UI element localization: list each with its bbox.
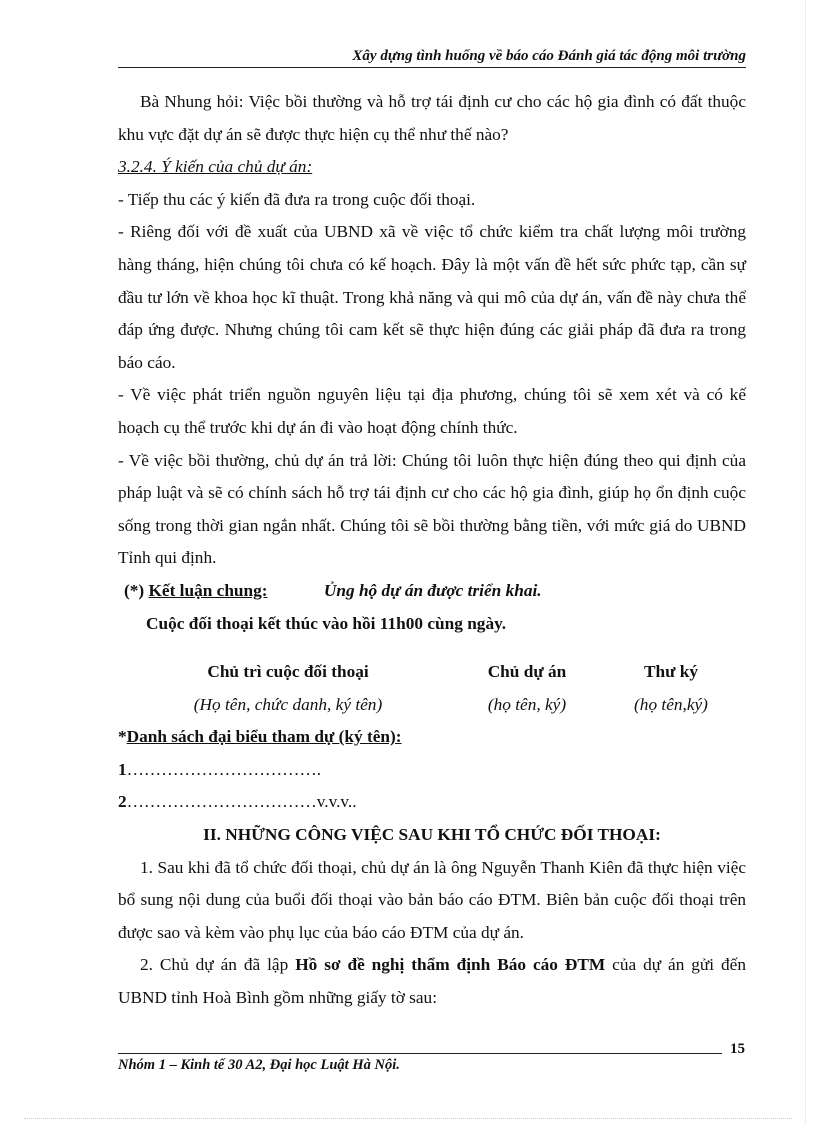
conclusion	[118, 575, 746, 608]
signature-secretary: Thư ký (họ tên,ký)	[634, 662, 708, 714]
section-2-title: II. NHỮNG CÔNG VIỆC SAU KHI TỔ CHỨC ĐỐI THOẠI:	[203, 825, 661, 845]
attendee-line-1: 1…………………………….	[118, 759, 322, 779]
attendee-list-title: *Danh sách đại biểu tham dự (ký tên):	[118, 727, 402, 747]
signature-chair: Chủ trì cuộc đối thoại (Họ tên, chức danh, ký tên)	[193, 662, 383, 714]
conclusion-text: Ủng hộ dự án được triển khai.	[323, 580, 542, 600]
conclusion-prefix: (*)	[124, 580, 145, 600]
section-heading: 3.2.4. Ý kiến của chủ dự án:	[118, 157, 313, 177]
page-header: Xây dựng tình huống về báo cáo Đánh giá tác động môi trường	[118, 48, 746, 68]
section-2-paragraph-2: 2. Chủ dự án đã lập Hồ sơ đề nghị thẩm định Báo cáo ĐTM của dự án gửi đến UBND tỉnh Hoà Bình gồm những giấy tờ sau:	[118, 955, 746, 1008]
page-footer: Nhóm 1 – Kinh tế 30 A2, Đại học Luật Hà Nội.	[118, 1057, 400, 1073]
paragraph-compensation: - Về việc bồi thường, chủ dự án trả lời: Chúng tôi luôn thực hiện đúng theo qui định của pháp luật và sẽ có chính sách hỗ trợ tái định cư cho các hộ gia đình, giúp họ ổn định cuộc sống trong thời gian ngắn nhất. Chúng tôi sẽ bồi thường bằng tiền, với mức giá do UBND Tỉnh qui định.	[118, 450, 746, 568]
paragraph-materials: - Về việc phát triển nguồn nguyên liệu tại địa phương, chúng tôi sẽ xem xét và có kế hoạch cụ thể trước khi dự án đi vào hoạt động chính thức.	[118, 385, 746, 437]
signature-block	[118, 656, 746, 721]
section-2-paragraph-1: 1. Sau khi đã tổ chức đối thoại, chủ dự án là ông Nguyễn Thanh Kiên đã thực hiện việc bổ sung nội dung của buổi đối thoại vào bản báo cáo ĐTM. Biên bản cuộc đối thoại trên được sao và kèm vào phụ lục của báo cáo ĐTM của dự án.	[118, 857, 746, 942]
page-body	[118, 86, 746, 1015]
conclusion-label: Kết luận chung:	[148, 580, 268, 600]
page-edge-dotted	[24, 1118, 792, 1119]
attendee-line-2: 2……………………………v.v.v..	[118, 792, 357, 812]
footer-rule	[118, 1053, 722, 1054]
paragraph-acknowledge: - Tiếp thu các ý kiến đã đưa ra trong cuộc đối thoại.	[118, 189, 476, 209]
closing-line: Cuộc đối thoại kết thúc vào hồi 11h00 cùng ngày.	[146, 613, 507, 633]
page-edge-right	[805, 0, 806, 1123]
paragraph-monitoring: - Riêng đối với đề xuất của UBND xã về việc tổ chức kiểm tra chất lượng môi trường hàng tháng, hiện chúng tôi chưa có kế hoạch. Đây là một vấn đề hết sức phức tạp, cần sự đầu tư lớn về khoa học kĩ thuật. Trong khả năng và qui mô của dự án, vấn đề này chưa thể đáp ứng được. Nhưng chúng tôi cam kết sẽ thực hiện đúng các giải pháp đã đưa ra trong báo cáo.	[118, 222, 746, 372]
page-number: 15	[730, 1041, 745, 1057]
signature-owner: Chủ dự án (họ tên, ký)	[487, 662, 567, 714]
paragraph-question: Bà Nhung hỏi: Việc bồi thường và hỗ trợ tái định cư cho các hộ gia đình có đất thuộc khu vực đặt dự án sẽ được thực hiện cụ thể như thế nào?	[118, 92, 746, 144]
